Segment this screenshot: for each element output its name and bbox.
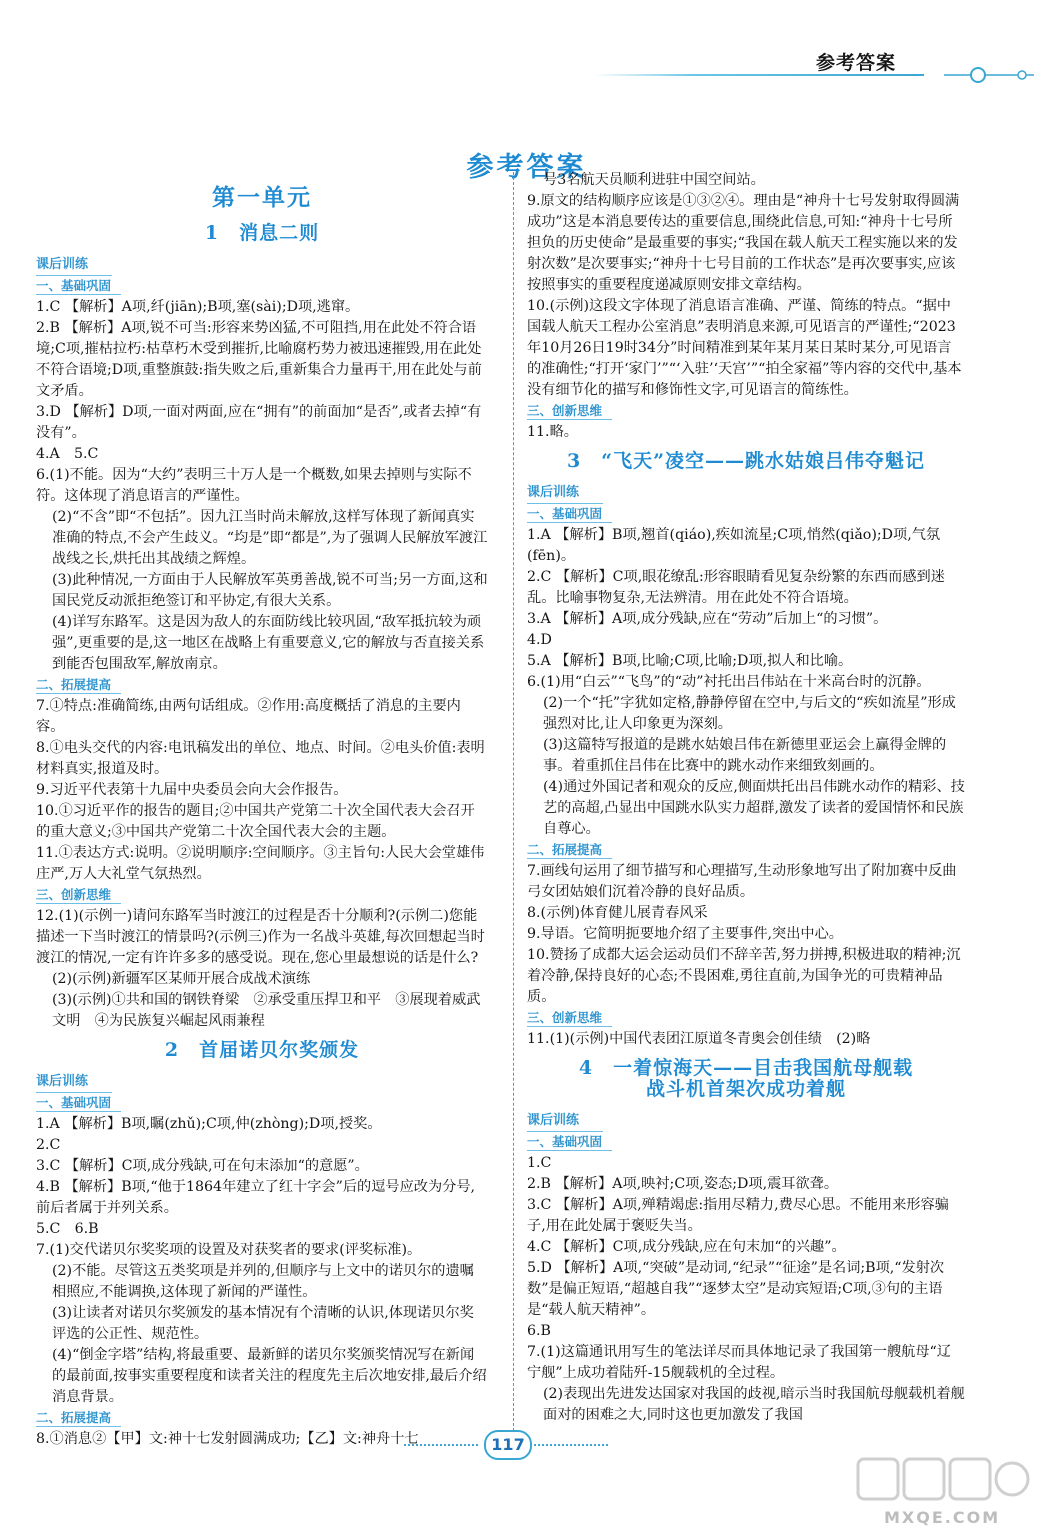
answer-item: 3.D 【解析】D项,一面对两面,应在“拥有”的前面加“是否”,或者去掉“有没有”。: [36, 404, 482, 441]
answer-item: 2.B 【解析】A项,锐不可当:形容来势凶猛,不可阻挡,用在此处不符合语境;C项,摧枯拉朽:枯草朽木受到摧折,比喻腐朽势力被迅速摧毁,用在此处不符合语境;D项,重整旗鼓:指失败之后,重新集合力量再干,用在此处与前文矛盾。: [36, 320, 482, 399]
answer-item: 7.(1)这篇通讯用写生的笔法详尽而具体地记录了我国第一艘航母“辽宁舰”上成功着陆歼-15舰载机的全过程。: [527, 1344, 951, 1381]
answer-item: 3.C 【解析】C项,成分残缺,可在句末添加“的意愿”。: [36, 1158, 369, 1174]
answer-item: (3)此种情况,一方面由于人民解放军英勇善战,锐不可当;另一方面,这和国民党反动派拒绝签订和平协定,有很大关系。: [52, 572, 488, 609]
answer-item: 1.A 【解析】B项,翘首(qiáo),疾如流星;C项,悄然(qiǎo);D项,气氛(fēn)。: [527, 527, 941, 564]
answer-item: (3)这篇特写报道的是跳水姑娘吕伟在新德里亚运会上赢得金牌的事。着重抓住吕伟在比赛中的跳水动作来细致刻画的。: [543, 737, 947, 774]
answer-item: 9.导语。它简明扼要地介绍了主要事件,突出中心。: [527, 926, 843, 942]
answer-item: (2)一个“托”字犹如定格,静静停留在空中,与后文的“疾如流星”形成强烈对比,让人印象更为深刻。: [543, 695, 956, 732]
answer-item: 10.赞扬了成都大运会运动员们不辞辛苦,努力拼搏,积极进取的精神;沉着冷静,保持良好的心态;不畏困难,勇往直前,为国争光的可贵精神品质。: [527, 947, 961, 1005]
answer-item: 6.(1)用“白云”“飞鸟”的“动”衬托出吕伟站在十米高台时的沉静。: [527, 674, 931, 690]
answer-item: 号3名航天员顺利进驻中国空间站。: [543, 172, 765, 188]
answer-item: 5.C 6.B: [36, 1221, 99, 1237]
lesson-1-title: 1 消息二则: [204, 222, 320, 244]
header-rule: [594, 74, 924, 76]
answer-item: 12.(1)(示例一)请问东路军当时渡江的过程是否十分顺利?(示例二)您能描述一下当时渡江的情景吗?(示例三)作为一名战斗英雄,每次回想起当时渡江的情况,一定有许许多多的感受说。现在,您心里最想说的话是什么?: [36, 908, 485, 966]
answer-item: 7.①特点:准确简练,由两句话组成。②作用:高度概括了消息的主要内容。: [36, 698, 461, 735]
lesson-1-section-3: 三、创新思维: [36, 886, 121, 904]
page-title: 参考答案: [466, 152, 587, 183]
answer-item: (2)“不含”即“不包括”。因九江当时尚未解放,这样写体现了新闻真实准确的特点,不会产生歧义。“均是”即“都是”,为了强调人民解放军渡江战线之长,烘托出其战绩之辉煌。: [52, 509, 488, 567]
page-dots-left: [404, 1444, 478, 1446]
page-dots-right: [534, 1444, 608, 1446]
lesson-4-title-line-2: 战斗机首架次成功着舰: [645, 1078, 846, 1100]
lesson-3-tag: 课后训练: [527, 482, 603, 504]
answer-item: 2.C: [36, 1137, 61, 1153]
answer-item: 7.画线句运用了细节描写和心理描写,生动形象地写出了附加赛中反曲弓女团姑娘们沉着冷静的良好品质。: [527, 863, 957, 900]
watermark-text: MXQE.COM: [884, 1508, 1001, 1527]
answer-item: 8.(示例)体育健儿展青春风采: [527, 905, 708, 921]
answer-item: 3.A 【解析】A项,成分残缺,应在“劳动”后加上“的习惯”。: [527, 611, 888, 627]
header-title: 参考答案: [816, 52, 897, 74]
lesson-3-section-3: 三、创新思维: [527, 1009, 612, 1027]
lesson-1-section-1: 一、基础巩固: [36, 277, 121, 295]
lesson-2-section-3: 三、创新思维: [527, 402, 612, 420]
answer-item: 1.C: [527, 1155, 552, 1171]
lesson-3-section-2: 二、拓展提高: [527, 841, 612, 859]
answer-item: 4.B 【解析】B项,“他于1864年建立了红十字会”后的逗号应改为分号,前后者属于并列关系。: [36, 1179, 476, 1216]
answer-item: 10.(示例)这段文字体现了消息语言准确、严谨、简练的特点。“据中国载人航天工程办公室消息”表明消息来源,可见语言的严谨性;“2023年10月26日19时34分”时间精准到某年某月某日某时某分,可见语言的准确性;“打开‘家门’”“‘入驻’‘天宫’”“拍全家福”等内容的交代中,基本没有细节化的描写和修饰性文字,可见语言的简练性。: [527, 298, 962, 398]
answer-item: (3)(示例)①共和国的钢铁脊梁 ②承受重压捍卫和平 ③展现着威武文明 ④为民族复兴崛起风雨兼程: [52, 992, 481, 1029]
answer-item: 10.①习近平作的报告的题目;②中国共产党第二十次全国代表大会召开的重大意义;③中国共产党第二十次全国代表大会的主题。: [36, 803, 475, 840]
answer-item: 9.原文的结构顺序应该是①③②④。理由是“神舟十七号发射取得圆满成功”这是本消息要传达的重要信息,围绕此信息,可知:“神舟十七号所担负的历史使命”是最重要的事实;“我国在载人航天工程实施以来的发射次数”是次要事实;“神舟十七号目前的工作状态”是再次要事实,应该按照事实的重要程度递减原则安排文章结构。: [527, 193, 960, 293]
answer-item: 9.习近平代表第十九届中央委员会向大会作报告。: [36, 782, 348, 798]
answer-item: 1.C 【解析】A项,纤(jiān);B项,塞(sài);D项,逃窜。: [36, 299, 360, 315]
lesson-1-section-2: 二、拓展提高: [36, 676, 121, 694]
lesson-3-title: 3 “飞天”凌空——跳水姑娘吕伟夺魁记: [566, 450, 926, 472]
answer-item: 5.A 【解析】B项,比喻;C项,比喻;D项,拟人和比喻。: [527, 653, 853, 669]
lesson-3-section-1: 一、基础巩固: [527, 505, 612, 523]
answer-item: 2.B 【解析】A项,映衬;C项,姿态;D项,震耳欲聋。: [527, 1176, 839, 1192]
answer-item: 8.①消息②【甲】文:神十七发射圆满成功;【乙】文:神舟十七: [36, 1431, 419, 1447]
lesson-1-tag: 课后训练: [36, 254, 112, 276]
answer-item: (4)详写东路军。这是因为敌人的东面防线比较巩固,“敌军抵抗较为顽强”,更重要的是,这一地区在战略上有重要意义,它的解放与否直接关系到能否包围敌军,解放南京。: [52, 614, 485, 672]
answer-item: 4.C 【解析】C项,成分残缺,应在句末加“的兴趣”。: [527, 1239, 846, 1255]
lesson-4-section-1: 一、基础巩固: [527, 1133, 612, 1151]
header-circles-icon: [944, 66, 1034, 84]
answer-item: 4.D: [527, 632, 552, 648]
answer-item: 5.D 【解析】A项,“突破”是动词,“纪录”“征途”是名词;B项,“发射次数”是偏正短语,“超越自我”“逐梦太空”是动宾短语;C项,③句的主语是“载人航天精神”。: [527, 1260, 945, 1318]
answer-item: (4)通过外国记者和观众的反应,侧面烘托出吕伟跳水动作的精彩、技艺的高超,凸显出中国跳水队实力超群,激发了读者的爱国情怀和民族自尊心。: [543, 779, 965, 837]
answer-item: 7.(1)交代诺贝尔奖奖项的设置及对获奖者的要求(评奖标准)。: [36, 1242, 422, 1258]
right-column: [527, 170, 965, 1426]
lesson-2-section-1: 一、基础巩固: [36, 1094, 121, 1112]
answer-item: 2.C 【解析】C项,眼花缭乱:形容眼睛看见复杂纷繁的东西而感到迷乱。比喻事物复杂,无法辨清。用在此处不符合语境。: [527, 569, 945, 606]
unit-title: 第一单元: [212, 185, 312, 211]
column-divider: [513, 172, 514, 1456]
lesson-4-tag: 课后训练: [527, 1110, 603, 1132]
answer-item: (2)(示例)新疆军区某师开展合成战术演练: [52, 971, 311, 987]
answer-item: 4.A 5.C: [36, 446, 99, 462]
answer-item: (2)不能。尽管这五类奖项是并列的,但顺序与上文中的诺贝尔的遗嘱相照应,不能调换,这体现了新闻的严谨性。: [52, 1263, 474, 1300]
lesson-2-tag: 课后训练: [36, 1071, 112, 1093]
answer-item: 6.B: [527, 1323, 551, 1339]
answer-item: 1.A 【解析】B项,瞩(zhǔ);C项,仲(zhòng);D项,授奖。: [36, 1116, 382, 1132]
lesson-4-title: 4 一着惊海天——目击我国航母舰载: [578, 1057, 914, 1079]
lesson-2-title: 2 首届诺贝尔奖颁发: [164, 1039, 360, 1061]
lesson-2-section-2: 二、拓展提高: [36, 1409, 121, 1427]
page-number: 117: [484, 1430, 532, 1460]
answer-item: 11.略。: [527, 424, 578, 440]
answer-item: (4)“倒金字塔”结构,将最重要、最新鲜的诺贝尔奖颁奖情况写在新闻的最前面,按事实重要程度和读者关注的程度先主后次地安排,最后介绍消息背景。: [52, 1347, 487, 1405]
answer-item: 11.①表达方式:说明。②说明顺序:空间顺序。③主旨句:人民大会堂雄伟庄严,万人大礼堂气氛热烈。: [36, 845, 485, 882]
left-column: [36, 170, 488, 1450]
answer-item: 8.①电头交代的内容:电讯稿发出的单位、地点、时间。②电头价值:表明材料真实,报道及时。: [36, 740, 485, 777]
answer-item: 6.(1)不能。因为“大约”表明三十万人是一个概数,如果去掉则与实际不符。这体现了消息语言的严谨性。: [36, 467, 472, 504]
answer-item: (2)表现出先进发达国家对我国的歧视,暗示当时我国航母舰载机着舰面对的困难之大,同时这也更加激发了我国: [543, 1386, 965, 1423]
answer-item: 3.C 【解析】A项,殚精竭虑:指用尽精力,费尽心思。不能用来形容骗子,用在此处属于褒贬失当。: [527, 1197, 949, 1234]
answer-item: (3)让读者对诺贝尔奖颁发的基本情况有个清晰的认识,体现诺贝尔奖评选的公正性、规范性。: [52, 1305, 474, 1342]
answer-item: 11.(1)(示例)中国代表团江原道冬青奥会创佳绩 (2)略: [527, 1031, 871, 1047]
